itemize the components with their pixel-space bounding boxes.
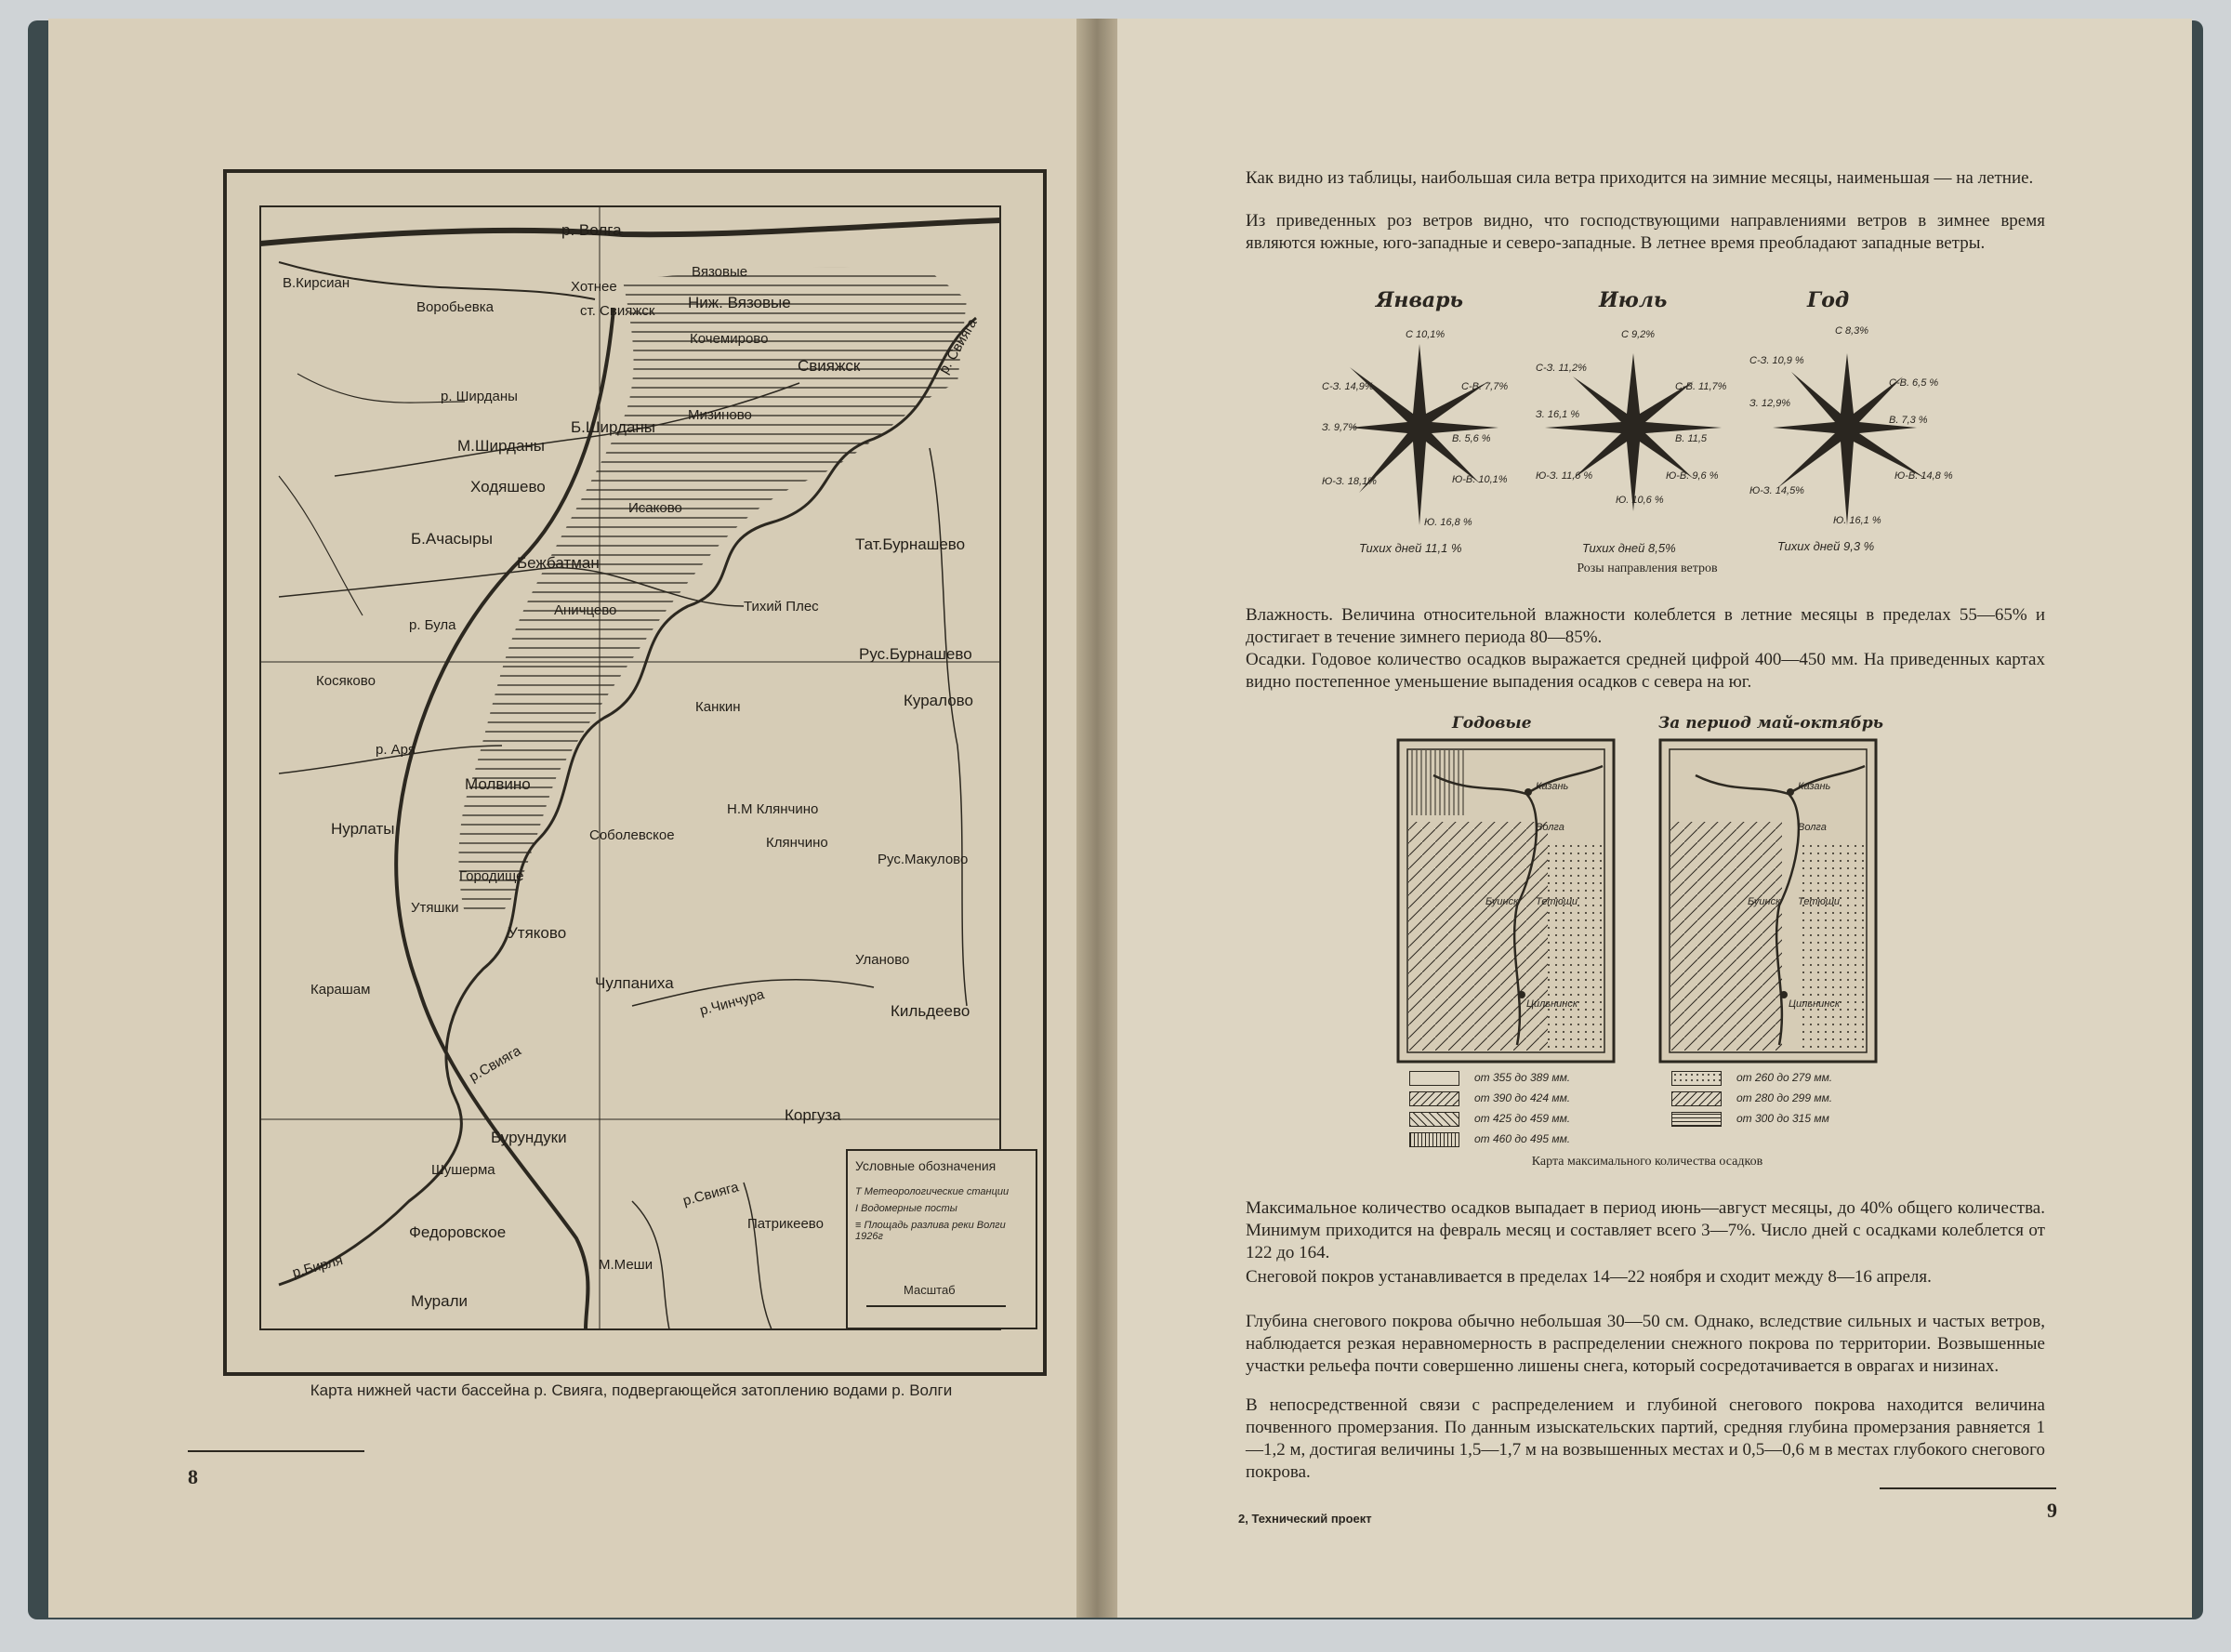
map-label-bezhbatman: Бежбатман <box>517 554 600 572</box>
map-label-chulpaniha: Чулпаниха <box>595 974 674 992</box>
precip-map-title: За период май-октябрь <box>1658 714 1884 733</box>
map-label-r-chinchura: р.Чинчура <box>698 986 767 1019</box>
map-label-kochemirovo: Кочемирово <box>690 331 769 347</box>
map-label-sviyazhsk: Свияжск <box>798 357 861 375</box>
map-label-b-achasyry: Б.Ачасыры <box>411 530 493 548</box>
rose-january <box>1322 288 1517 558</box>
map-label-r-sviyaga: р. Свияга <box>936 315 981 377</box>
map-label-gorodishche: Городище <box>459 868 524 884</box>
rose-label-s: Ю. 16,8 % <box>1424 517 1472 528</box>
map-label-kanki: Канкин <box>695 699 741 715</box>
legend-item-meteo: T Метеорологические станции <box>855 1186 1010 1197</box>
precip-map-kazan: Казань <box>1798 781 1831 792</box>
legend-label: от 425 до 459 мм. <box>1474 1112 1571 1125</box>
map-label-nurlaty: Нурлаты <box>331 820 395 838</box>
rose-title: Январь <box>1376 288 1464 312</box>
paragraph-precipitation: Осадки. Годовое количество осадков выражается средней цифрой 400—450 мм. На приведенных картах видно постепенное уменьшение выпадения осадков с севера на юг. <box>1246 650 2045 692</box>
precip-map-may-oct <box>1658 714 1909 1160</box>
precip-map-kazan: Казань <box>1536 781 1569 792</box>
map-label-r-shirdany: р. Ширданы <box>441 389 518 404</box>
legend-label: от 280 до 299 мм. <box>1736 1091 1833 1104</box>
map-label-karasham: Карашам <box>310 982 371 998</box>
scale-bar <box>866 1305 1006 1307</box>
legend-label: от 300 до 315 мм <box>1736 1112 1829 1125</box>
precip-maps-caption: Карта максимального количества осадков <box>1531 1155 1763 1169</box>
map-label-n-m-klyanchino: Н.М Клянчино <box>727 801 819 817</box>
rose-calm-days: Тихих дней 11,1 % <box>1359 541 1462 555</box>
map-label-molvino: Молвино <box>465 775 531 793</box>
map-label-nizh-vyazovye: Ниж. Вязовые <box>688 294 791 311</box>
book-gutter <box>1076 19 1117 1618</box>
map-label-m-shirdany: М.Ширданы <box>457 437 546 455</box>
rose-label-w: З. 16,1 % <box>1536 409 1580 420</box>
legend-scale: Масштаб <box>904 1283 956 1297</box>
wind-roses <box>1322 288 1973 567</box>
legend-swatch <box>1409 1071 1459 1086</box>
precip-legend <box>1671 1071 1894 1145</box>
map-label-vyazovye: Вязовые <box>692 264 748 280</box>
rose-year <box>1749 288 1973 558</box>
paragraph-max-precip: Максимальное количество осадков выпадает в период июнь—август месяцы, до 40% общего количества. Минимум приходится на февраль месяц и составляет всего 3—7%. Число дней с осадками колеблется от 122 до 164. <box>1246 1198 2045 1262</box>
map-label-iskhakovo: Исаково <box>628 500 682 516</box>
map-label-rus-makulovo: Рус.Макулово <box>878 852 969 867</box>
rose-label-w: З. 12,9% <box>1749 398 1791 409</box>
map-label-kildeevo: Кильдеево <box>891 1002 970 1020</box>
map-label-patrikeevo: Патрикеево <box>747 1216 824 1232</box>
roses-caption: Розы направления ветров <box>1577 562 1718 575</box>
map-label-st-sviyazhsk: ст. Свияжск <box>580 303 655 319</box>
legend-swatch <box>1671 1112 1722 1127</box>
rose-label-nw: С-З. 10,9 % <box>1749 355 1804 366</box>
legend-item-gauge-text: Водомерные посты <box>861 1203 957 1214</box>
page-number-left: 8 <box>188 1465 198 1488</box>
precip-legend <box>1409 1071 1632 1164</box>
map-label-utyakovo: Утяково <box>508 924 567 942</box>
paragraph-snow-cover: Снеговой покров устанавливается в пределах 14—22 ноября и сходит между 8—16 апреля. <box>1246 1267 1932 1287</box>
legend-label: от 355 до 389 мм. <box>1474 1071 1571 1084</box>
map-label-khodyashevo: Ходяшево <box>470 478 546 496</box>
rose-label-sw: Ю-З. 11,6 % <box>1536 470 1593 482</box>
footnote-rule <box>188 1450 364 1452</box>
legend-item-flood-text: Площадь разлива реки Волги 1926г <box>855 1220 1006 1242</box>
map-label-r-birlya: р.Бирля <box>290 1252 345 1281</box>
map-label-khotnye: Хотнее <box>571 279 617 295</box>
paragraph-humidity: Влажность. Величина относительной влажности колеблется в летние месяцы в пределах 55—65% и достигает в течение зимнего периода 80—85%. <box>1246 605 2045 647</box>
rose-label-se: Ю-В. 10,1% <box>1452 474 1508 485</box>
legend-label: от 260 до 279 мм. <box>1736 1071 1833 1084</box>
rose-calm-days: Тихих дней 8,5% <box>1582 541 1676 555</box>
rose-label-se: Ю-В. 9,6 % <box>1666 470 1719 482</box>
rose-label-ne: С-В. 6,5 % <box>1889 377 1939 389</box>
rose-label-ne: С-В. 7,7% <box>1461 381 1509 392</box>
map-label-kapaitsevo: Аничцево <box>554 602 617 618</box>
map-label-r-sviyaga3: р.Свияга <box>680 1179 741 1209</box>
rose-label-e: В. 7,3 % <box>1889 415 1928 426</box>
map-label-burunduki: Бурундуки <box>491 1129 567 1146</box>
rose-label-s: Ю. 16,1 % <box>1833 515 1881 526</box>
map-label-r-bula: р. Була <box>409 617 456 633</box>
map-label-kirsikh: В.Кирсиан <box>283 275 350 291</box>
legend-item-meteo-text: Метеорологические станции <box>864 1186 1010 1197</box>
map-label-m-meshi: М.Меши <box>599 1257 653 1273</box>
rose-label-sw: Ю-З. 14,5% <box>1749 485 1804 496</box>
footer-signature: 2, Технический проект <box>1238 1512 1372 1526</box>
paragraph-wind-strength: Как видно из таблицы, наибольшая сила ветра приходится на зимние месяцы, наименьшая — на летние. <box>1246 168 2034 188</box>
precip-map-tsilninsk: Цильнинск <box>1526 998 1578 1010</box>
rose-label-n: С 8,3% <box>1835 325 1869 337</box>
precip-map-volga: Волга <box>1798 822 1827 833</box>
sviyaga-basin-map <box>223 169 1047 1376</box>
precip-map-volga: Волга <box>1536 822 1564 833</box>
rose-label-ne: С-В. 11,7% <box>1675 381 1727 392</box>
map-caption: Карта нижней части бассейна р. Свияга, подвергающейся затоплению водами р. Волги <box>310 1381 953 1399</box>
map-label-tikhiy-ples: Тихий Плес <box>744 599 819 615</box>
rose-label-se: Ю-В. 14,8 % <box>1894 470 1953 482</box>
precip-map-buinsk: Буинск <box>1485 896 1519 907</box>
precip-map-tsilninsk: Цильнинск <box>1789 998 1841 1010</box>
precip-map-title: Годовые <box>1452 714 1532 733</box>
precip-map-tetyushi: Тетюши <box>1798 896 1841 907</box>
legend-swatch <box>1409 1132 1459 1147</box>
left-page <box>48 19 1076 1618</box>
rose-label-e: В. 5,6 % <box>1452 433 1491 444</box>
map-label-vorobevka: Воробьевка <box>416 299 494 315</box>
map-label-klyanchino: Клянчино <box>766 835 828 851</box>
legend-title: Условные обозначения <box>855 1158 997 1173</box>
map-label-r-sviyaga2: р.Свияга <box>466 1042 524 1086</box>
map-label-kosyakovo: Косяково <box>316 673 376 689</box>
rose-label-nw: С-З. 14,9% <box>1322 381 1374 392</box>
map-label-fedorovskoe: Федоровское <box>409 1223 507 1241</box>
legend-label: от 460 до 495 мм. <box>1474 1132 1571 1145</box>
right-page <box>1117 19 2192 1618</box>
footer-rule <box>1880 1487 2056 1489</box>
rose-label-nw: С-З. 11,2% <box>1536 363 1587 374</box>
map-legend <box>846 1149 1037 1329</box>
paragraph-soil-freezing: В непосредственной связи с распределением и глубиной снегового покрова находится величина почвенного промерзания. По данным изыскательских партий, средняя глубина промерзания равняется 1—1,2 м, достигая величины 1,5—1,7 м на возвышенных местах и 0,5—0,6 м в местах глубокого снегового покрова. <box>1246 1395 2045 1482</box>
precip-map-tetyushi: Тетюши <box>1536 896 1578 907</box>
legend-item-flood: ≡ Площадь разлива реки Волги 1926г <box>855 1220 1006 1242</box>
map-label-b-shirdany: Б.Ширданы <box>571 418 656 436</box>
map-label-ulanovo: Уланово <box>855 952 910 968</box>
map-label-murali: Мурали <box>411 1292 468 1310</box>
rose-title: Год <box>1807 288 1850 312</box>
rose-label-n: С 9,2% <box>1621 329 1656 340</box>
map-label-tat-burnashevo: Тат.Бурнашево <box>855 535 966 553</box>
map-label-r-arya: р. Аря <box>376 742 416 758</box>
legend-swatch <box>1409 1091 1459 1106</box>
rose-title: Июль <box>1599 288 1668 312</box>
legend-swatch <box>1409 1112 1459 1127</box>
volga-river <box>260 220 1000 244</box>
rose-july <box>1536 288 1731 558</box>
map-label-volga: р. Волга <box>561 221 622 239</box>
map-label-shusherma: Шушерма <box>431 1162 495 1178</box>
rose-label-sw: Ю-З. 18,1% <box>1322 476 1377 487</box>
rose-label-e: В. 11,5 <box>1675 433 1708 444</box>
legend-item-gauge: I Водомерные посты <box>855 1203 957 1214</box>
map-label-rus-burnashevo: Рус.Бурнашево <box>859 645 972 663</box>
rose-label-n: С 10,1% <box>1406 329 1446 340</box>
map-label-kuralovo: Куралово <box>904 692 973 709</box>
map-label-korguza: Коргуза <box>785 1106 841 1124</box>
legend-swatch <box>1671 1091 1722 1106</box>
rose-label-s: Ю. 10,6 % <box>1616 495 1664 506</box>
map-label-utyashki: Утяшки <box>411 900 459 916</box>
map-label-sobolevskoe: Соболевское <box>589 827 675 843</box>
paragraph-snow-depth: Глубина снегового покрова обычно небольшая 30—50 см. Однако, вследствие сильных и частых ветров, наблюдается резкая неравномерность в распределении снежного покрова по территории. Возвышенные участки рельефа почти совершенно лишены снега, который сосредотачивается в оврагах и низинах. <box>1246 1312 2045 1376</box>
precip-map-annual <box>1396 714 1619 1160</box>
precip-map-buinsk: Буинск <box>1748 896 1781 907</box>
paragraph-wind-directions: Из приведенных роз ветров видно, что господствующими направлениями ветров в зимнее время являются южные, юго-западные и северо-западные. В летнее время преобладают западные ветры. <box>1246 211 2045 253</box>
legend-swatch <box>1671 1071 1722 1086</box>
legend-label: от 390 до 424 мм. <box>1474 1091 1571 1104</box>
rose-calm-days: Тихих дней 9,3 % <box>1777 539 1875 553</box>
rose-label-w: З. 9,7% <box>1322 422 1357 433</box>
page-number-right: 9 <box>2047 1499 2057 1522</box>
map-label-mizinovo: Мизиново <box>688 407 752 423</box>
